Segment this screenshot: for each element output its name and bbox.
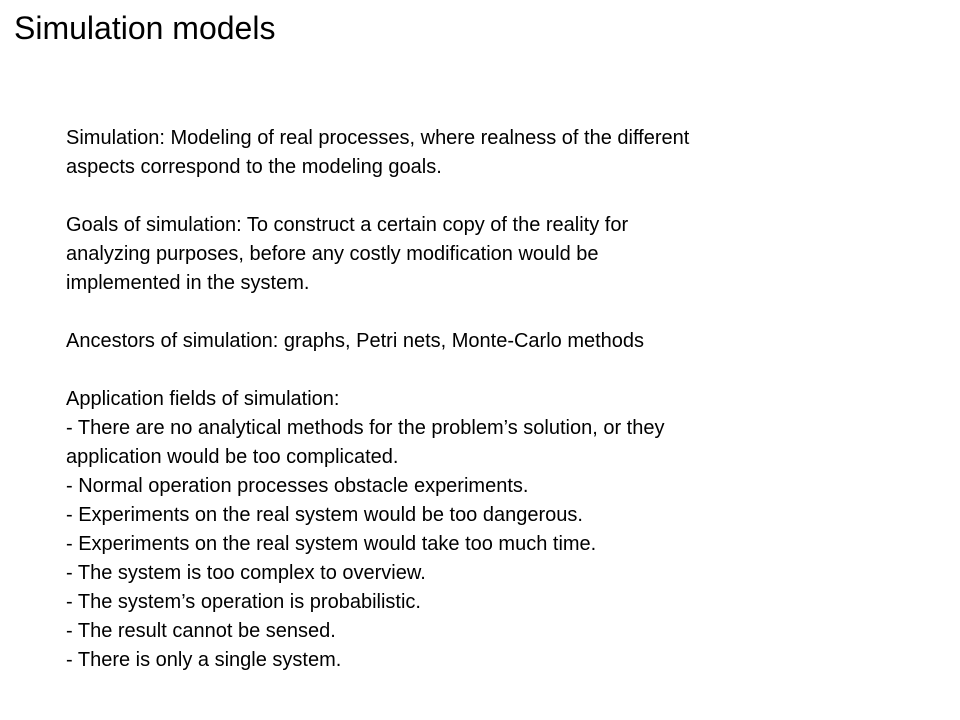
application-fields-list xyxy=(66,385,926,675)
paragraph-spacer xyxy=(66,298,926,327)
definition-line: Simulation: Modeling of real processes, where realness of the different xyxy=(66,127,690,149)
ancestors-line: Ancestors of simulation: graphs, Petri nets, Monte-Carlo methods xyxy=(66,330,645,352)
slide-body xyxy=(66,124,926,675)
slide-title: Simulation models xyxy=(14,10,276,46)
application-item: - Normal operation processes obstacle experiments. xyxy=(66,475,529,497)
goals-line: implemented in the system. xyxy=(66,272,310,294)
application-item: - There is only a single system. xyxy=(66,649,342,671)
paragraph-spacer xyxy=(66,356,926,385)
goals-line: Goals of simulation: To construct a certain copy of the reality for xyxy=(66,214,629,236)
paragraph-spacer xyxy=(66,182,926,211)
application-item: - The system is too complex to overview. xyxy=(66,562,426,584)
definition-paragraph xyxy=(66,124,926,182)
application-item: - There are no analytical methods for the problem’s solution, or they xyxy=(66,417,665,439)
application-heading: Application fields of simulation: xyxy=(66,388,340,410)
application-item: - Experiments on the real system would be too dangerous. xyxy=(66,504,583,526)
application-item: - Experiments on the real system would take too much time. xyxy=(66,533,597,555)
application-item: application would be too complicated. xyxy=(66,446,399,468)
application-item: - The system’s operation is probabilistic. xyxy=(66,591,421,613)
goals-line: analyzing purposes, before any costly modification would be xyxy=(66,243,599,265)
goals-paragraph xyxy=(66,211,926,298)
ancestors-paragraph xyxy=(66,327,926,356)
definition-line: aspects correspond to the modeling goals. xyxy=(66,156,442,178)
application-item: - The result cannot be sensed. xyxy=(66,620,336,642)
